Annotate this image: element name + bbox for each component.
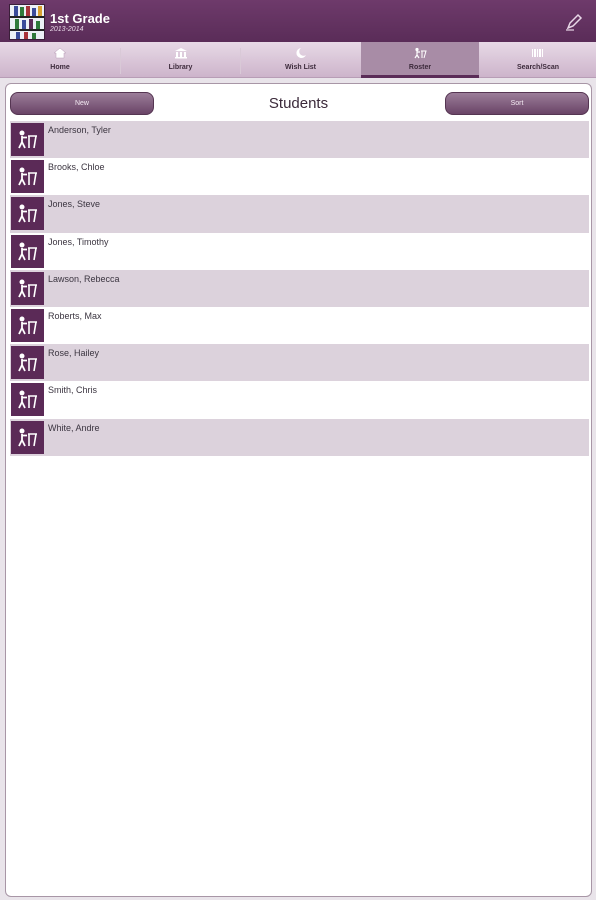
bookshelf-icon (9, 4, 45, 40)
student-name: Rose, Hailey (48, 348, 100, 359)
roster-icon (413, 47, 427, 59)
student-icon (11, 346, 44, 379)
title-bar (0, 0, 596, 42)
wish-list-icon (294, 47, 308, 59)
list-item[interactable] (10, 158, 589, 195)
student-name: Lawson, Rebecca (48, 273, 120, 284)
list-item[interactable] (10, 381, 589, 418)
tab-label: Library (168, 64, 193, 71)
student-name: Smith, Chris (48, 385, 98, 396)
tab-home[interactable] (0, 42, 120, 78)
student-list (10, 121, 589, 456)
tab-label: Home (50, 64, 70, 71)
tab-label: Roster (408, 64, 432, 71)
student-name: Brooks, Chloe (48, 162, 105, 173)
student-icon (11, 235, 44, 268)
student-icon (11, 421, 44, 454)
sort-button[interactable]: Sort (445, 92, 589, 115)
list-item[interactable] (10, 307, 589, 344)
panel-title: Students (268, 95, 329, 112)
list-item[interactable] (10, 195, 589, 232)
student-icon (11, 272, 44, 305)
list-item[interactable] (10, 344, 589, 381)
new-button[interactable]: New (10, 92, 154, 115)
tab-label: Search/Scan (516, 64, 560, 71)
list-item[interactable] (10, 270, 589, 307)
student-name: Roberts, Max (48, 310, 102, 321)
students-panel (5, 83, 592, 897)
page-title: 1st Grade (50, 11, 110, 26)
tab-bar (0, 42, 596, 78)
student-icon (11, 383, 44, 416)
student-icon (11, 123, 44, 156)
tab-label: Wish List (284, 64, 317, 71)
tab-library[interactable] (121, 42, 240, 78)
tab-roster[interactable] (361, 42, 479, 78)
list-item[interactable] (10, 233, 589, 270)
student-name: Anderson, Tyler (48, 125, 111, 135)
student-name: Jones, Timothy (48, 236, 109, 247)
student-icon (11, 160, 44, 193)
home-icon (53, 47, 67, 59)
library-icon (174, 47, 188, 59)
list-item[interactable] (10, 419, 589, 456)
student-icon (11, 309, 44, 342)
barcode-icon (531, 47, 545, 59)
edit-pencil-icon[interactable] (564, 12, 584, 32)
student-name: Jones, Steve (48, 199, 101, 210)
school-year: 2013-2014 (50, 26, 84, 33)
tab-wish-list[interactable] (241, 42, 360, 78)
student-icon (11, 197, 44, 230)
list-item[interactable] (10, 121, 589, 158)
tab-search-scan[interactable] (480, 42, 596, 78)
student-name: White, Andre (48, 422, 100, 433)
